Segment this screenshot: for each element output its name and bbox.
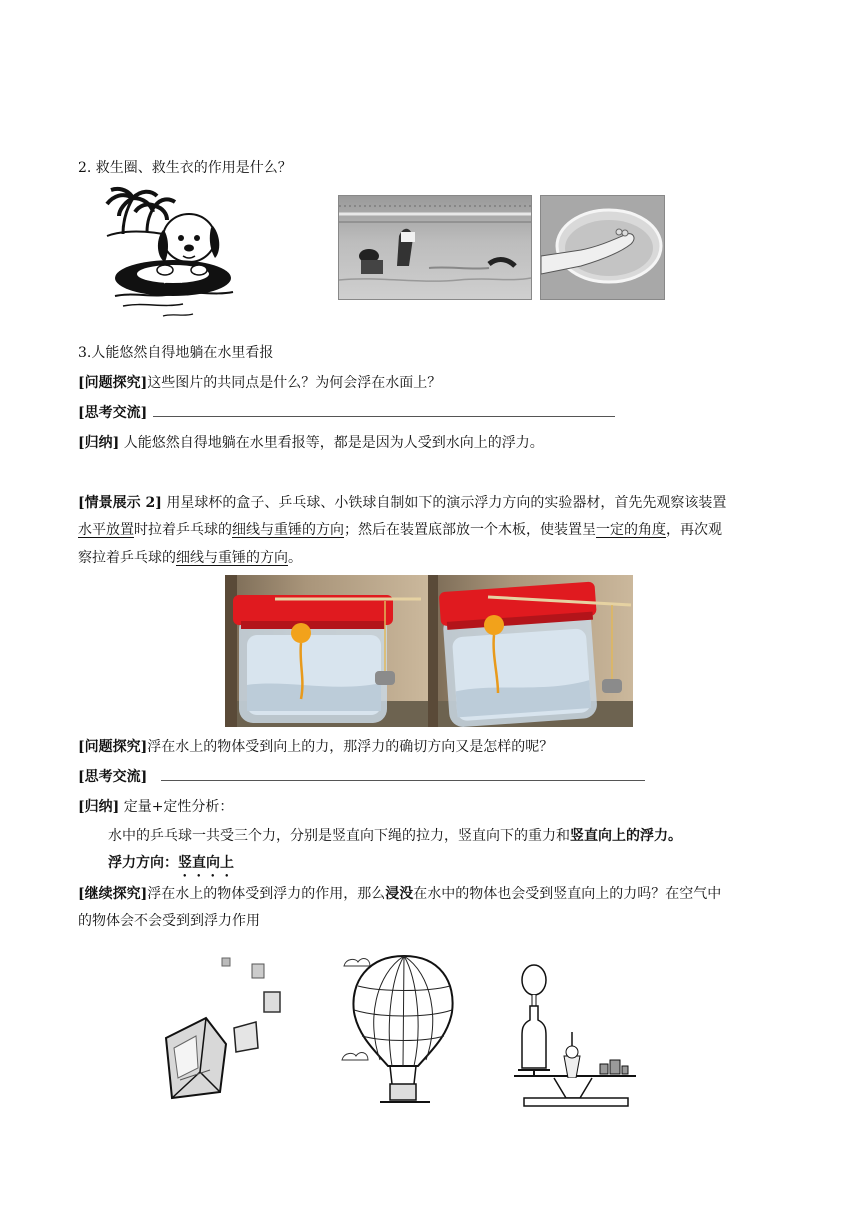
continue-explore-text: 浮在水上的物体受到浮力的作用，那么 xyxy=(147,886,386,902)
answer-blank-line[interactable] xyxy=(153,404,615,417)
scene-2-line-1 xyxy=(78,493,726,513)
summary-text: 定量+定性分析： xyxy=(123,799,234,815)
buoyancy-direction-value: 竖直向上 xyxy=(178,855,234,871)
scene-2-text: ，再次观 xyxy=(666,522,722,538)
experiment-photo-tilted xyxy=(428,575,633,727)
scene-2-text: 察拉着乒乓球的 xyxy=(78,550,176,566)
scene-2-text: 。 xyxy=(288,550,302,566)
immersed-keyword: 浸没 xyxy=(385,886,414,902)
think-exchange-row xyxy=(78,403,615,423)
hot-air-balloon-illustration xyxy=(340,950,460,1110)
problem-explore-tag: [问题探究] xyxy=(78,739,148,755)
summary-row-2 xyxy=(78,797,233,817)
force-analysis-plain: 水中的乒乓球一共受三个力，分别是竖直向下绳的拉力，竖直向下的重力和 xyxy=(108,828,570,844)
experiment-photo-level xyxy=(225,575,428,727)
people-floating-photo xyxy=(338,195,532,300)
underlined-phrase: 细线与重锤的方向 xyxy=(232,522,344,538)
underlined-phrase: 细线与重锤的方向 xyxy=(176,550,288,566)
buoyancy-direction xyxy=(108,853,234,880)
scene-2-text: ；然后在装置底部放一个木板，使装置呈 xyxy=(344,522,596,538)
foot-in-dish-photo xyxy=(540,195,665,300)
scene-2-text: 用星球杯的盒子、乒乓球、小铁球自制如下的演示浮力方向的实验器材，首先先观察该装置 xyxy=(166,495,727,511)
question-2-title: 2. 救生圈、救生衣的作用是什么？ xyxy=(78,160,292,176)
continue-explore-tag: [继续探究] xyxy=(78,886,148,902)
problem-explore-text: 浮在水上的物体受到向上的力，那浮力的确切方向又是怎样的呢？ xyxy=(147,739,554,755)
buoyancy-direction-label: 浮力方向： xyxy=(108,855,178,871)
continue-explore-text: 在水中的物体也会受到竖直向上的力吗？在空气中 xyxy=(413,886,722,902)
sky-lanterns-illustration xyxy=(160,952,300,1102)
summary-tag: [归纳] xyxy=(78,799,120,815)
think-exchange-tag: [思考交流] xyxy=(78,405,148,421)
underlined-phrase: 一定的角度 xyxy=(596,522,666,538)
scene-2-text: 时拉着乒乓球的 xyxy=(134,522,232,538)
balance-bottle-balloon-illustration xyxy=(510,960,640,1108)
think-exchange-row-2 xyxy=(78,767,645,787)
force-analysis-bold: 竖直向上的浮力。 xyxy=(570,828,682,844)
question-3-title: 3.人能悠然自得地躺在水里看报 xyxy=(78,345,274,361)
continue-explore-line-2: 的物体会不会受到到浮力作用 xyxy=(78,913,260,929)
problem-explore-tag: [问题探究] xyxy=(78,375,148,391)
summary-tag: [归纳] xyxy=(78,435,120,451)
summary-row xyxy=(78,433,544,453)
think-exchange-tag: [思考交流] xyxy=(78,769,148,785)
force-analysis-text xyxy=(108,826,682,846)
underlined-phrase: 水平放置 xyxy=(78,522,134,538)
continue-explore-line-1 xyxy=(78,884,721,904)
scene-2-line-3 xyxy=(78,548,302,568)
scene-2-tag: [情景展示 2] xyxy=(78,495,162,511)
answer-blank-line[interactable] xyxy=(161,768,645,781)
problem-explore-row xyxy=(78,373,441,393)
dog-lifebuoy-illustration xyxy=(103,186,241,324)
problem-explore-text: 这些图片的共同点是什么？为何会浮在水面上？ xyxy=(147,375,442,391)
problem-explore-row-2 xyxy=(78,737,553,757)
scene-2-line-2 xyxy=(78,520,722,540)
summary-text: 人能悠然自得地躺在水里看报等，都是是因为人受到水向上的浮力。 xyxy=(123,435,544,451)
